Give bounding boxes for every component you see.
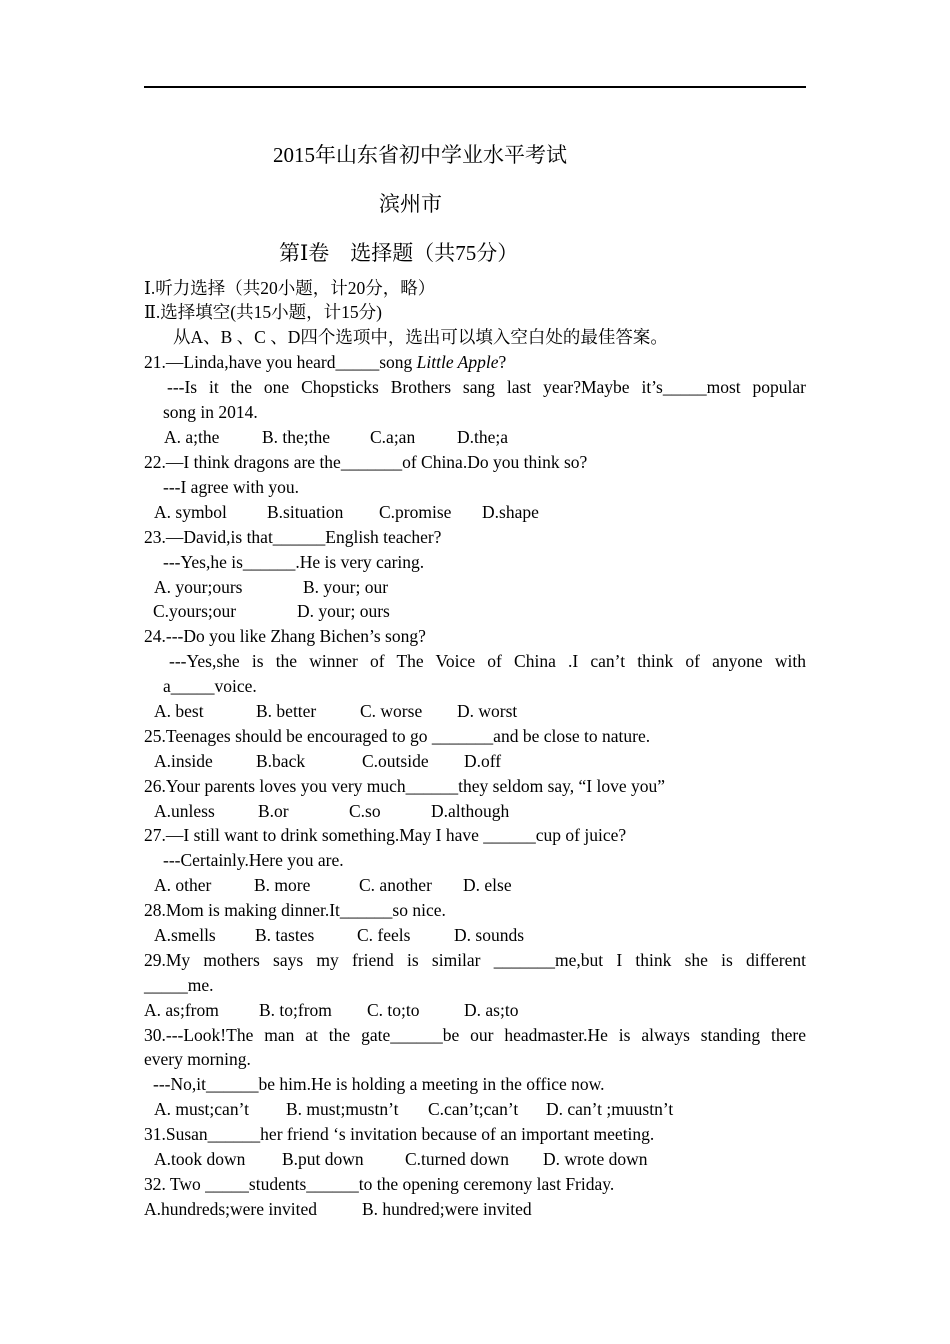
part-fill-blank: Ⅱ.选择填空(共15小题，计15分) (144, 302, 382, 322)
option-c: C.outside (362, 751, 429, 771)
section-title: 第Ⅰ卷 选择题（共75分） (279, 241, 519, 265)
option-a: A. a;the (164, 427, 220, 447)
option-a: A. other (154, 875, 212, 895)
option-d: D. your; ours (297, 601, 390, 621)
question-24-reply-cont: a_____voice. (163, 676, 257, 696)
option-b: B. your; our (303, 577, 389, 597)
question-22-options (144, 500, 806, 525)
question-30-stem: 30.---Look!The man at the gate______be our headmaster.He is always standing there (144, 1025, 806, 1045)
question-21-text-c: ? (498, 352, 507, 372)
question-24-stem: 24.---Do you like Zhang Bichen’s song? (144, 626, 426, 646)
option-d: D. wrote down (543, 1149, 648, 1169)
option-a: A. your;ours (154, 577, 243, 597)
question-25-options (144, 749, 806, 774)
option-b: B. must;mustn’t (286, 1099, 399, 1119)
exam-title: 2015年山东省初中学业水平考试 (273, 143, 567, 167)
option-a: A. must;can’t (154, 1099, 249, 1119)
question-24-options (144, 699, 806, 724)
option-b: B.or (258, 801, 289, 821)
question-24-reply: ---Yes,she is the winner of The Voice of China .I can’t think of anyone with (169, 651, 806, 671)
option-b: B. hundred;were invited (362, 1199, 532, 1219)
question-31-stem: 31.Susan______her friend ‘s invitation because of an important meeting. (144, 1124, 655, 1144)
option-a: A.hundreds;were invited (144, 1199, 318, 1219)
option-b: B.situation (267, 502, 344, 522)
question-30-reply: ---No,it______be him.He is holding a meeting in the office now. (153, 1074, 605, 1094)
question-28-stem: 28.Mom is making dinner.It______so nice. (144, 900, 446, 920)
option-a: A. best (154, 701, 204, 721)
option-c: C.promise (379, 502, 452, 522)
question-23-options-ab (144, 575, 806, 600)
option-c: C.so (349, 801, 381, 821)
question-22-reply: ---I agree with you. (163, 477, 300, 497)
option-a: A.smells (154, 925, 216, 945)
option-b: B. more (254, 875, 311, 895)
option-b: B. to;from (259, 1000, 332, 1020)
question-23-reply: ---Yes,he is______.He is very caring. (163, 552, 425, 572)
option-d: D.shape (482, 502, 539, 522)
question-25-stem: 25.Teenages should be encouraged to go _______and be close to nature. (144, 726, 651, 746)
question-29-options (144, 998, 806, 1023)
option-d: D. sounds (454, 925, 525, 945)
option-a: A.unless (154, 801, 215, 821)
question-21-reply-cont: song in 2014. (163, 402, 258, 422)
exam-city: 滨州市 (379, 192, 442, 216)
question-27-options (144, 873, 806, 898)
question-32-stem: 32. Two _____students______to the opening ceremony last Friday. (144, 1174, 615, 1194)
option-a: A.inside (154, 751, 213, 771)
option-b: B.put down (282, 1149, 364, 1169)
option-c: C. feels (357, 925, 411, 945)
option-d: D.off (464, 751, 502, 771)
option-c: C.yours;our (153, 601, 237, 621)
question-21-text-a: 21.—Linda,have you heard_____song (144, 352, 417, 372)
question-21-options (144, 425, 806, 450)
option-c: C. worse (360, 701, 423, 721)
option-a: A. as;from (144, 1000, 219, 1020)
option-c: C. another (359, 875, 432, 895)
header-rule (144, 86, 806, 88)
question-28-options (144, 923, 806, 948)
option-d: D.the;a (457, 427, 509, 447)
question-22-stem: 22.—I think dragons are the_______of China.Do you think so? (144, 452, 588, 472)
question-21-reply: ---Is it the one Chopsticks Brothers sang last year?Maybe it’s_____most popular (167, 377, 806, 397)
question-31-options (144, 1147, 806, 1172)
option-d: D. else (463, 875, 512, 895)
question-29-stem: 29.My mothers says my friend is similar _______me,but I think she is different (144, 950, 806, 970)
question-26-stem: 26.Your parents loves you very much______they seldom say, “I love you” (144, 776, 666, 796)
option-c: C.a;an (370, 427, 416, 447)
question-29-stem-cont: _____me. (144, 975, 214, 995)
question-21-stem (144, 350, 806, 375)
question-30-options (144, 1097, 806, 1122)
question-21-song-title: Little Apple (416, 352, 499, 372)
option-c: C.turned down (405, 1149, 510, 1169)
option-b: B. the;the (262, 427, 331, 447)
option-d: D. can’t ;muustn’t (546, 1099, 674, 1119)
instructions: 从A、B 、C 、D四个选项中，选出可以填入空白处的最佳答案。 (173, 327, 668, 347)
question-27-reply: ---Certainly.Here you are. (163, 850, 344, 870)
question-23-stem: 23.—David,is that______English teacher? (144, 527, 442, 547)
part-listening: Ⅰ.听力选择（共20小题，计20分，略） (144, 278, 436, 298)
option-d: D. as;to (464, 1000, 519, 1020)
question-23-options-cd (144, 599, 806, 624)
option-a: A. symbol (154, 502, 227, 522)
option-c: C.can’t;can’t (428, 1099, 519, 1119)
option-b: B. better (256, 701, 317, 721)
option-b: B.back (256, 751, 306, 771)
option-d: D.although (431, 801, 510, 821)
question-26-options (144, 799, 806, 824)
option-d: D. worst (457, 701, 518, 721)
question-32-options (144, 1197, 806, 1222)
option-a: A.took down (154, 1149, 246, 1169)
question-27-stem: 27.—I still want to drink something.May I have ______cup of juice? (144, 825, 627, 845)
option-b: B. tastes (255, 925, 315, 945)
question-30-stem-cont: every morning. (144, 1049, 251, 1069)
option-c: C. to;to (367, 1000, 420, 1020)
